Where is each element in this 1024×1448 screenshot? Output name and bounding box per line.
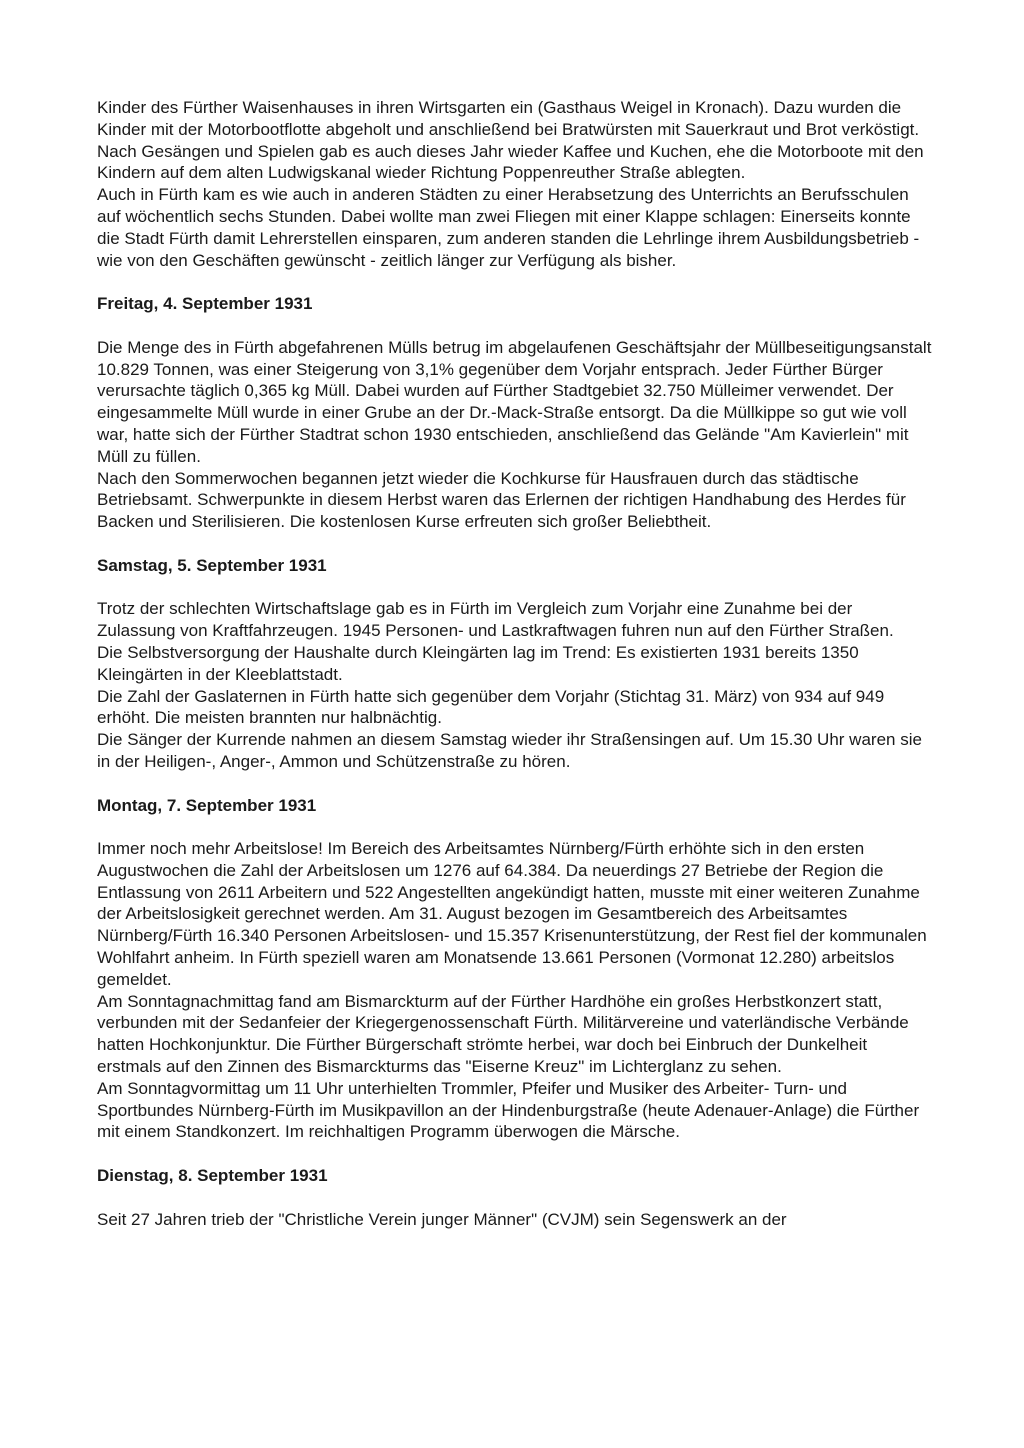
paragraph: Die Menge des in Fürth abgefahrenen Mülls betrug im abgelaufenen Geschäftsjahr der Müllbeseitigungsanstalt 10.829 Tonnen, was einer Steigerung von 3,1% gegenüber dem Vorjahr entsprach. Jeder Fürther Bürger verursachte täglich 0,365 kg Müll. Dabei wurden auf Fürther Stadtgebiet 32.750 Mülleimer verwendet. Der eingesammelte Müll wurde in einer Grube an der Dr.-Mack-Straße entsorgt. Da die Müllkippe so gut wie voll war, hatte sich der Fürther Stadtrat schon 1930 entschieden, anschließend das Gelände "Am Kavierlein" mit Müll zu füllen. (97, 337, 932, 466)
document-page (97, 97, 932, 1230)
paragraph: Am Sonntagvormittag um 11 Uhr unterhielten Trommler, Pfeifer und Musiker des Arbeiter- Turn- und Sportbundes Nürnberg-Fürth im Musikpavillon an der Hindenburgstraße (heute Adenauer-Anlage) die Fürther mit einem Standkonzert. Im reichhaltigen Programm überwogen die Märsche. (97, 1078, 920, 1142)
section-heading: Freitag, 4. September 1931 (97, 294, 313, 314)
paragraph: Die Selbstversorgung der Haushalte durch Kleingärten lag im Trend: Es existierten 1931 bereits 1350 Kleingärten in der Kleeblattstadt. (97, 642, 859, 684)
paragraph: Trotz der schlechten Wirtschaftslage gab es in Fürth im Vergleich zum Vorjahr eine Zunahme bei der Zulassung von Kraftfahrzeugen. 1945 Personen- und Lastkraftwagen fuhren nun auf den Fürther Straßen. (97, 599, 894, 641)
paragraph: Die Sänger der Kurrende nahmen an diesem Samstag wieder ihr Straßensingen auf. Um 15.30 Uhr waren sie in der Heiligen-, Anger-, Ammon und Schützenstraße zu hören. (97, 730, 922, 771)
section-heading: Montag, 7. September 1931 (97, 795, 317, 815)
paragraph: Die Zahl der Gaslaternen in Fürth hatte sich gegenüber dem Vorjahr (Stichtag 31. März) von 934 auf 949 erhöht. Die meisten brannten nur halbnächtig. (97, 686, 885, 728)
paragraph: Am Sonntagnachmittag fand am Bismarckturm auf der Fürther Hardhöhe ein großes Herbstkonzert statt, verbunden mit der Sedanfeier der Kriegergenossenschaft Fürth. Militärvereine und vaterländische Verbände hatten Hochkonjunktur. Die Fürther Bürgerschaft strömte herbei, war doch bei Einbruch der Dunkelheit erstmals auf den Zinnen des Bismarckturms das "Eiserne Kreuz" im Lichterglanz zu sehen. (97, 991, 909, 1077)
paragraph: Auch in Fürth kam es wie auch in anderen Städten zu einer Herabsetzung des Unterrichts an Berufsschulen auf wöchentlich sechs Stunden. Dabei wollte man zwei Fliegen mit einer Klappe schlagen: Einerseits konnte die Stadt Fürth damit Lehrerstellen einsparen, zum anderen standen die Lehrlinge ihrem Ausbildungsbetrieb - wie von den Geschäften gewünscht - zeitlich länger zur Verfügung als bisher. (97, 185, 920, 270)
paragraph: Immer noch mehr Arbeitslose! Im Bereich des Arbeitsamtes Nürnberg/Fürth erhöhte sich in den ersten Augustwochen die Zahl der Arbeitslosen um 1276 auf 64.384. Da neuerdings 27 Betriebe der Region die Entlassung von 2611 Arbeitern und 522 Angestellten angekündigt hatten, musste mit einer weiteren Zunahme der Arbeitslosigkeit gerechnet werden. Am 31. August bezogen im Gesamtbereich des Arbeitsamtes Nürnberg/Fürth 16.340 Personen Arbeitslosen- und 15.357 Krisenunterstützung, der Rest fiel der kommunalen Wohlfahrt anheim. In Fürth speziell waren am Monatsende 13.661 Personen (Vormonat 12.280) arbeitslos gemeldet. (97, 839, 927, 989)
paragraph: Seit 27 Jahren trieb der "Christliche Verein junger Männer" (CVJM) sein Segenswerk an der (97, 1209, 787, 1229)
section-heading: Samstag, 5. September 1931 (97, 555, 327, 575)
paragraph: Kinder des Fürther Waisenhauses in ihren Wirtsgarten ein (Gasthaus Weigel in Kronach). Dazu wurden die Kinder mit der Motorbootflotte abgeholt und anschließend bei Bratwürsten mit Sauerkraut und Brot verköstigt. Nach Gesängen und Spielen gab es auch dieses Jahr wieder Kaffee und Kuchen, ehe die Motorboote mit den Kindern auf dem alten Ludwigskanal wieder Richtung Poppenreuther Straße ablegten. (97, 98, 924, 183)
paragraph: Nach den Sommerwochen begannen jetzt wieder die Kochkurse für Hausfrauen durch das städtische Betriebsamt. Schwerpunkte in diesem Herbst waren das Erlernen der richtigen Handhabung des Herdes für Backen und Sterilisieren. Die kostenlosen Kurse erfreuten sich großer Beliebtheit. (97, 468, 906, 532)
section-heading: Dienstag, 8. September 1931 (97, 1166, 328, 1186)
